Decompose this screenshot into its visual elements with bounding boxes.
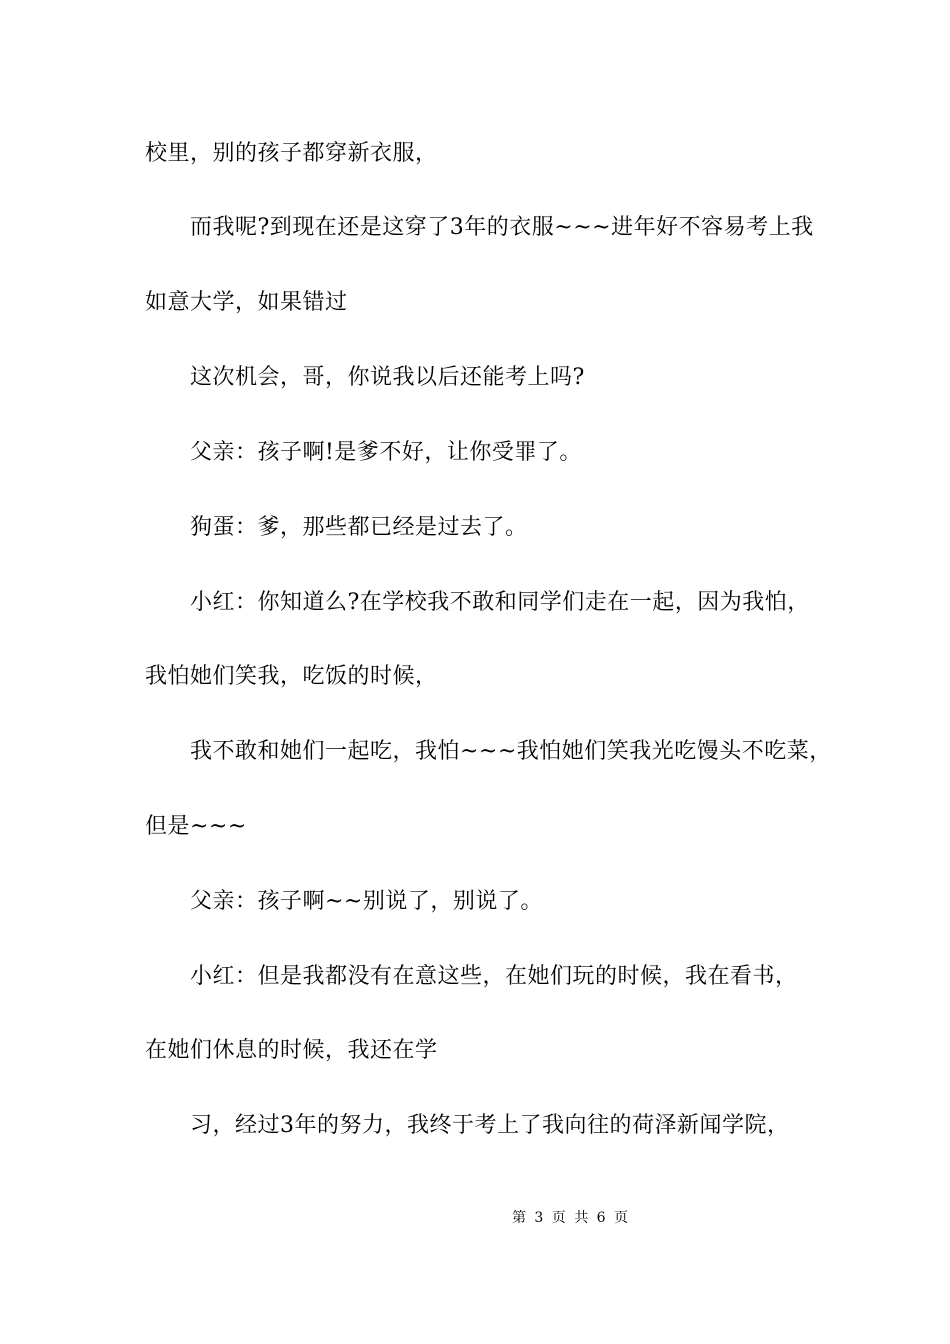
text-line: 校里，别的孩子都穿新衣服， [145, 141, 438, 166]
text-line: 小红：你知道么?在学校我不敢和同学们走在一起，因为我怕， [190, 590, 810, 615]
text-line: 但是~~~ [145, 814, 247, 839]
text-line: 这次机会，哥，你说我以后还能考上吗? [190, 365, 585, 390]
text-line: 小红：但是我都没有在意这些，在她们玩的时候，我在看书， [190, 964, 798, 989]
page-number: 第 3 页 共 6 页 [511, 1210, 629, 1226]
text-line: 狗蛋：爹，那些都已经是过去了。 [190, 515, 528, 540]
text-line: 习，经过3年的努力，我终于考上了我向往的荷泽新闻学院， [190, 1113, 790, 1138]
text-line: 父亲：孩子啊!是爹不好，让你受罪了。 [190, 440, 582, 465]
text-line: 在她们休息的时候，我还在学 [145, 1038, 438, 1063]
text-line: 而我呢?到现在还是这穿了3年的衣服~~~进年好不容易考上我 [190, 215, 814, 240]
text-line: 我不敢和她们一起吃，我怕~~~我怕她们笑我光吃馒头不吃菜， [190, 739, 832, 764]
page-footer [0, 1208, 950, 1228]
text-line: 父亲：孩子啊~~别说了，别说了。 [190, 889, 543, 914]
text-line: 我怕她们笑我，吃饭的时候， [145, 664, 438, 689]
text-line: 如意大学，如果错过 [145, 290, 348, 315]
